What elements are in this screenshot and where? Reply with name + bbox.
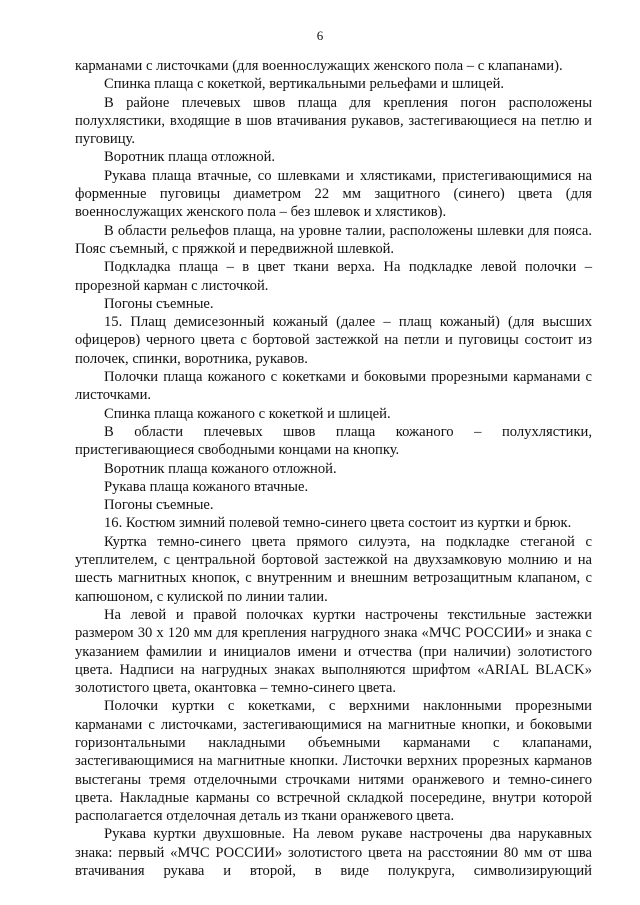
paragraph: Спинка плаща кожаного с кокеткой и шлицей. [104, 405, 391, 422]
paragraph: Воротник плаща кожаного отложной. [104, 460, 337, 477]
paragraph: В области рельефов плаща, на уровне талии, расположены шлевки для пояса. Пояс съемный, с пряжкой и передвижной шлевкой. [75, 222, 592, 257]
paragraph: Рукава плаща втачные, со шлевками и хлястиками, пристегивающимися на форменные пуговицы диаметром 22 мм защитного (синего) цвета (для военнослужащих женского пола – без шлевок и хлястиков). [75, 167, 592, 221]
paragraph: Куртка темно-синего цвета прямого силуэта, на подкладке стеганой с утеплителем, с центральной бортовой застежкой на двухзамковую молнию и на шесть магнитных кнопок, с внутренним и внешним ветрозащитным клапаном, с капюшоном, с кулиской по линии талии. [75, 533, 592, 605]
paragraph: Рукава плаща кожаного втачные. [104, 478, 309, 495]
paragraph: Подкладка плаща – в цвет ткани верха. На подкладке левой полочки – прорезной карман с листочкой. [75, 259, 592, 294]
paragraph: Полочки плаща кожаного с кокетками и боковыми прорезными карманами с листочками. [75, 369, 592, 404]
paragraph-continues-next-page: Рукава куртки двухшовные. На левом рукаве настрочены два нарукавных знака: первый «МЧС РОССИИ» золотистого цвета на расстоянии 80 мм от шва втачивания рукава и второй, в виде полукруга, символизирующий [75, 826, 592, 880]
paragraph: В области плечевых швов плаща кожаного – полухлястики, пристегивающиеся свободными концами на кнопку. [75, 423, 592, 459]
paragraph-item-15: 15. Плащ демисезонный кожаный (далее – плащ кожаный) (для высших офицеров) черного цвета с бортовой застежкой на петли и пуговицы состоит из полочек, спинки, воротника, рукавов. [75, 314, 592, 367]
paragraph: В районе плечевых швов плаща для крепления погон расположены полухлястики, входящие в шов втачивания рукавов, застегивающиеся на петлю и пуговицу. [75, 94, 592, 148]
paragraph-continuation: карманами с листочками (для военнослужащих женского пола – с клапанами). [75, 58, 563, 74]
paragraph: Воротник плаща отложной. [104, 149, 276, 166]
paragraph: Погоны съемные. [104, 295, 214, 312]
paragraph: Спинка плаща с кокеткой, вертикальными рельефами и шлицей. [104, 76, 505, 93]
paragraph: На левой и правой полочках куртки настрочены текстильные застежки размером 30 х 120 мм для крепления нагрудного знака «МЧС РОССИИ» и знака с указанием фамилии и инициалов имени и отчества (при наличии) золотистого цвета. Надписи на нагрудных знаках выполняются шрифтом «ARIAL BLACK» золотистого цвета, окантовка – темно-синего цвета. [75, 606, 592, 697]
paragraph: Полочки куртки с кокетками, с верхними наклонными прорезными карманами с листочками, застегивающимися на магнитные кнопки, и боковыми горизонтальными накладными объемными карманами с клапанами, застегивающимися на магнитные кнопки. Листочки верхних прорезных карманов выстеганы тремя отделочными строчками нитями оранжевого и темно-синего цвета. Накладные карманы со встречной складкой посередине, внутри которой располагается отделочная деталь из ткани оранжевого цвета. [75, 698, 592, 825]
page-number: 6 [316, 28, 324, 43]
document-body [75, 57, 592, 880]
paragraph: Погоны съемные. [104, 497, 214, 514]
paragraph-item-16: 16. Костюм зимний полевой темно-синего цвета состоит из куртки и брюк. [104, 515, 572, 532]
